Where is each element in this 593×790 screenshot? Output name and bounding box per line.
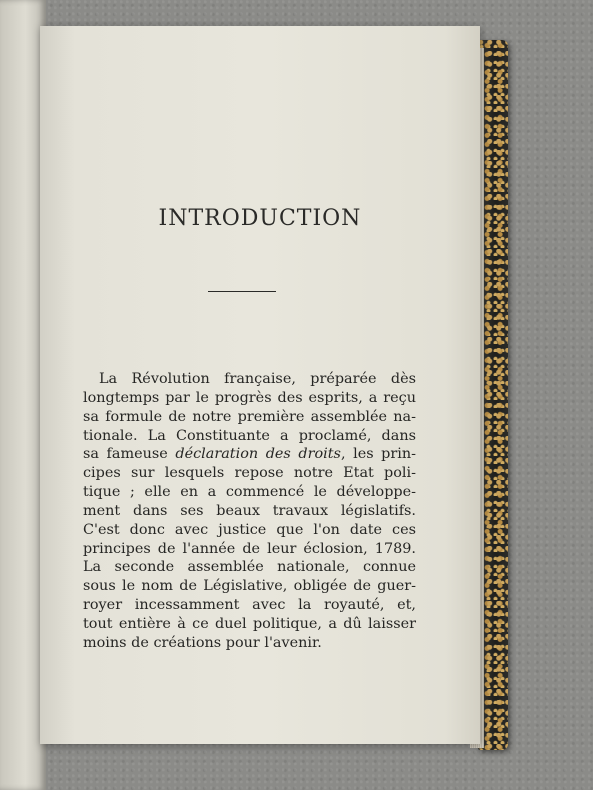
text-line: C'est donc avec justice que l'on date ces (83, 521, 416, 538)
text-line: moins de créations pour l'avenir. (83, 634, 322, 651)
title-divider (208, 291, 276, 292)
body-paragraph (83, 370, 416, 653)
text-segment: , les prin- (340, 446, 417, 463)
page-title: INTRODUCTION (158, 206, 362, 231)
text-line: tout entière à ce duel politique, a dû laisser (83, 615, 416, 632)
text-line (83, 445, 416, 464)
text-line: La seconde assemblée nationale, connue (83, 559, 416, 576)
text-line: tionale. La Constituante a proclamé, dans (83, 427, 416, 444)
text-line: royer incessamment avec la royauté, et, (83, 597, 416, 614)
text-segment: sa fameuse (83, 446, 176, 463)
text-line: sous le nom de Législative, obligée de guer- (83, 578, 416, 595)
text-line: ment dans ses beaux travaux législatifs. (83, 502, 416, 519)
italic-phrase: déclaration des droits (175, 446, 341, 463)
text-line: longtemps par le progrès des esprits, a reçu (83, 389, 416, 406)
text-line: sa formule de notre première assemblée na- (83, 408, 416, 425)
text-line: tique ; elle en a commencé le développe- (83, 484, 416, 501)
text-line: cipes sur lesquels repose notre Etat poli- (83, 465, 416, 482)
book-page (40, 26, 480, 744)
text-line: La Révolution française, préparée dès (99, 371, 416, 387)
text-line: principes de l'année de leur éclosion, 1789. (83, 540, 416, 557)
